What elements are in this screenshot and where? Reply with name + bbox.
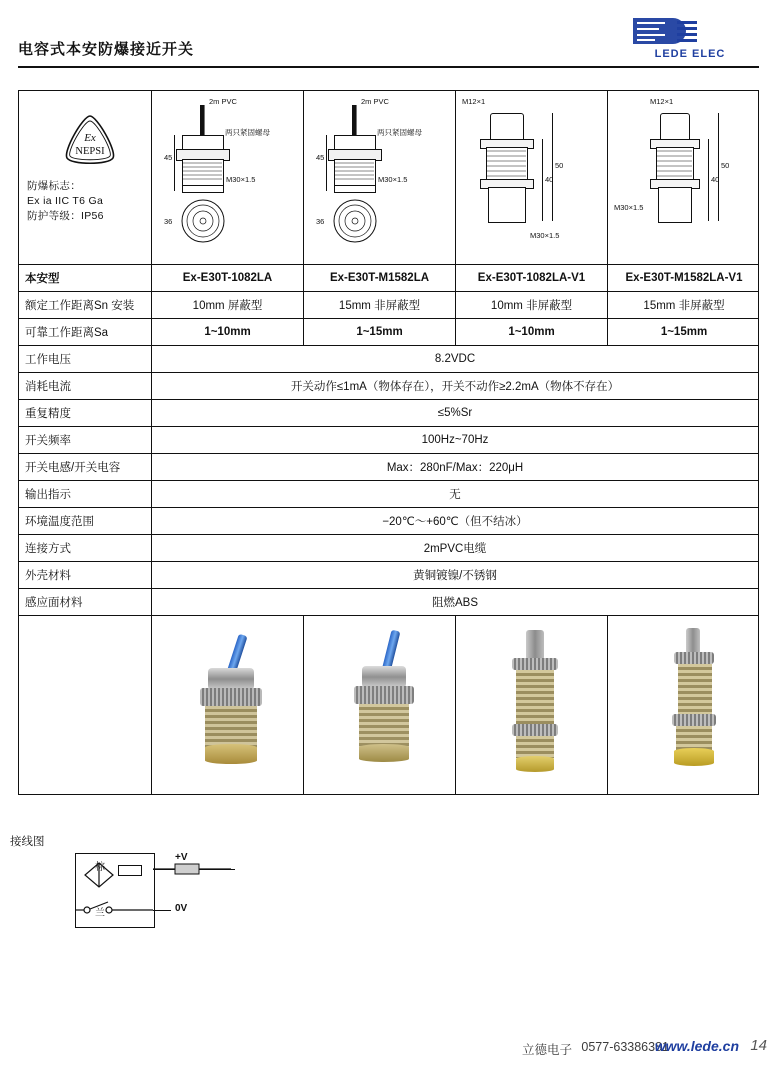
row-value: 15mm 非屏蔽型 [304, 292, 456, 318]
table-row [19, 454, 758, 481]
drawing3-top-label: M12×1 [462, 97, 486, 106]
row-label: 额定工作距离Sn 安装 [19, 292, 152, 318]
footer-company: 立德电子 [521, 1043, 572, 1057]
ex-label-ip: 防护等级：IP56 [27, 210, 104, 222]
table-row [19, 427, 758, 454]
drawing4-top-label: M12×1 [650, 97, 674, 106]
drawing1-front-view [180, 197, 226, 245]
drawing3-thread-label: M30×1.5 [530, 231, 560, 240]
row-value: 10mm 屏蔽型 [152, 292, 304, 318]
row-value: Ex-E30T-1082LA [152, 265, 304, 291]
page-number: 14 [750, 1037, 767, 1054]
drawing3-dim-inner: 40 [545, 175, 554, 184]
svg-text:NEPSI: NEPSI [75, 146, 105, 157]
row-value: Ex-E30T-M1582LA-V1 [625, 272, 743, 284]
table-row [19, 400, 758, 427]
row-value: 阻燃ABS [431, 597, 478, 609]
photo3-nut-bottom [512, 724, 558, 736]
photo3-nut-top [512, 658, 558, 670]
photo4-face [674, 748, 714, 766]
photo-cell-3 [456, 616, 608, 794]
drawing2-thread-label: M30×1.5 [378, 175, 408, 184]
photo3-thread2 [516, 736, 554, 758]
logo-mark-icon [631, 14, 701, 48]
page-header [0, 0, 777, 72]
row-value: 开关动作≤1mA（物体存在），开关不动作≥2.2mA（物体不存在） [290, 381, 620, 393]
drawing4-dim-outer: 50 [721, 161, 730, 170]
photo1-face [205, 744, 257, 764]
photo-cell-empty [19, 616, 152, 794]
drawing-cell-3 [456, 91, 608, 264]
table-row [19, 346, 758, 373]
ex-mark-text [27, 179, 104, 224]
drawing1-cable-label: 2m PVC [209, 97, 237, 106]
drawing-cell-1 [152, 91, 304, 264]
drawing4-thread-hatch [656, 147, 692, 179]
photo2-thread [359, 704, 409, 748]
photo2-cap [362, 666, 406, 688]
photo4-connector [686, 628, 700, 654]
row-value: 无 [449, 489, 461, 501]
logo-text: LEDE ELEC [654, 48, 726, 60]
svg-text:Ex: Ex [84, 132, 96, 144]
row-value: 1~15mm [304, 319, 456, 345]
row-label: 环境温度范围 [19, 508, 152, 534]
row-value: −20℃～+60℃（但不结冰） [382, 516, 528, 528]
row-label: 消耗电流 [19, 373, 152, 399]
company-logo [611, 14, 761, 62]
page-footer [0, 1028, 777, 1073]
nepsi-ex-badge-icon [59, 113, 121, 169]
photo3-connector [526, 630, 544, 660]
photo4-nut-bottom [672, 714, 716, 726]
wiring-zero-label: 0V [175, 903, 188, 914]
spec-table [18, 90, 759, 795]
drawing-row [19, 91, 758, 265]
drawing2-cable-label: 2m PVC [361, 97, 389, 106]
row-label: 输出指示 [19, 481, 152, 507]
photo-row [19, 616, 758, 794]
table-row [19, 373, 758, 400]
photo-cell-4 [608, 616, 760, 794]
drawing1-nut-label: 两只紧固螺母 [225, 128, 270, 137]
photo2-nut [354, 686, 414, 704]
wiring-title: 接线图 [10, 836, 45, 848]
row-label: 外壳材料 [19, 562, 152, 588]
table-row [19, 265, 758, 292]
row-value: 2mPVC电缆 [423, 543, 487, 555]
row-value: Ex-E30T-M1582LA [304, 265, 456, 291]
row-value: 黄铜镀镍/不锈钢 [413, 570, 497, 582]
drawing3-dim-outer: 50 [555, 161, 564, 170]
photo1-thread [205, 706, 257, 748]
row-value: 15mm 非屏蔽型 [643, 300, 725, 312]
table-row [19, 481, 758, 508]
table-row [19, 535, 758, 562]
photo1-cap [208, 668, 254, 690]
photo4-thread [678, 664, 712, 714]
table-row [19, 319, 758, 346]
photo4-thread2 [676, 726, 712, 750]
drawing2-thread-hatch [334, 159, 374, 185]
wiring-blue-label: 兰 [95, 908, 105, 919]
drawing1-thread-hatch [182, 159, 222, 185]
header-divider [18, 66, 759, 68]
drawing-cell-4 [608, 91, 760, 264]
wiring-resistor-icon [153, 860, 258, 880]
drawing3-thread-hatch [486, 147, 526, 179]
row-label: 连接方式 [19, 535, 152, 561]
wiring-plus-label: +V [175, 852, 188, 863]
row-value: ≤5%Sr [437, 407, 473, 419]
wiring-brown-label: 棕 [95, 862, 105, 873]
drawing-cell-2 [304, 91, 456, 264]
drawing4-thread-label: M30×1.5 [614, 203, 644, 212]
photo2-face [359, 744, 409, 762]
ex-label-mark: 防爆标志： [27, 180, 81, 192]
table-row [19, 508, 758, 535]
row-value: Ex-E30T-1082LA-V1 [456, 265, 608, 291]
row-label: 重复精度 [19, 400, 152, 426]
row-value: 10mm 非屏蔽型 [456, 292, 608, 318]
row-value: Max：280nF/Max：220μH [386, 462, 524, 474]
photo4-nut-top [674, 652, 714, 664]
row-value: 1~15mm [660, 326, 708, 338]
row-label: 开关电感/开关电容 [19, 454, 152, 480]
drawing1-dim-left: 45 [164, 153, 173, 162]
drawing1-dim-bottom: 36 [164, 217, 173, 226]
footer-website[interactable]: www.lede.cn [654, 1038, 739, 1054]
photo1-nut [200, 688, 262, 706]
row-label: 开关频率 [19, 427, 152, 453]
table-row [19, 589, 758, 616]
drawing1-thread-label: M30×1.5 [226, 175, 256, 184]
drawing2-nut-label: 两只紧固螺母 [377, 128, 422, 137]
ex-label-code: Ex ia IIC T6 Ga [27, 195, 104, 207]
page-title: 电容式本安防爆接近开关 [18, 41, 195, 58]
ex-mark-cell [19, 91, 152, 264]
photo-cell-1 [152, 616, 304, 794]
drawing4-dim-inner: 40 [711, 175, 720, 184]
row-value: 8.2VDC [434, 353, 476, 365]
drawing2-front-view [332, 197, 378, 245]
table-row [19, 562, 758, 589]
photo-cell-2 [304, 616, 456, 794]
row-value: 100Hz~70Hz [421, 434, 489, 446]
photo3-face [516, 756, 554, 772]
table-row [19, 292, 758, 319]
footer-telephone: 0577-63386381 [581, 1040, 669, 1054]
row-value: 1~10mm [152, 319, 304, 345]
photo3-thread [516, 670, 554, 724]
row-label: 感应面材料 [19, 589, 152, 615]
row-label: 可靠工作距离Sa [19, 319, 152, 345]
drawing2-dim-left: 45 [316, 153, 325, 162]
row-label: 工作电压 [19, 346, 152, 372]
drawing2-dim-bottom: 36 [316, 217, 325, 226]
row-value: 1~10mm [456, 319, 608, 345]
row-label: 本安型 [19, 265, 152, 291]
wiring-symbol-icon [75, 853, 153, 926]
